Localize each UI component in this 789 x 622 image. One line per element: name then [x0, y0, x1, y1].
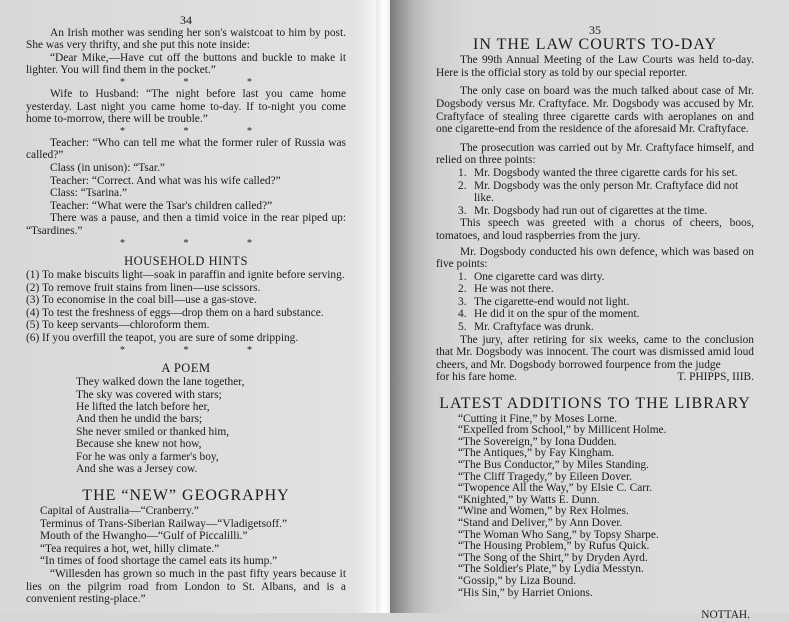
law-courts-title: IN THE LAW COURTS TO-DAY	[473, 35, 717, 53]
point-number: 4.	[458, 308, 467, 321]
poem-line: She never smiled or thanked him,	[76, 425, 230, 438]
geography-lines	[26, 505, 346, 568]
point-text: He was not there.	[474, 283, 554, 296]
defence-point	[458, 283, 754, 296]
library-item: “Knighted,” by Watts E. Dunn.	[458, 493, 600, 506]
point-text: Mr. Dogsbody had run out of cigarettes at the time.	[474, 204, 708, 217]
defence-points	[436, 271, 754, 334]
point-text: He did it on the spur of the moment.	[474, 308, 640, 321]
library-item: “Gossip,” by Liza Bound.	[458, 574, 576, 587]
separator: * * *	[120, 76, 280, 88]
library-signature: NOTTAH.	[701, 609, 750, 622]
library-title: LATEST ADDITIONS TO THE LIBRARY	[439, 395, 751, 413]
library-item: “Expelled from School,” by Millicent Holme.	[458, 424, 667, 437]
poem-line: They walked down the lane together,	[76, 376, 245, 389]
law-courts-intro: The 99th Annual Meeting of the Law Courts was held to-day. Here is the official story as told by our special reporter.	[436, 54, 754, 79]
point-number: 1.	[458, 166, 467, 179]
law-courts-defence: Mr. Dogsbody conducted his own defence, which was based on five points:	[436, 245, 754, 271]
hint-number: (4)	[26, 306, 40, 319]
household-hints-list	[26, 269, 346, 345]
poem-line: And then he undid the bars;	[76, 413, 203, 426]
library-item: “The Song of the Shirt,” by Dryden Ayrd.	[458, 551, 648, 564]
point-number: 1.	[458, 270, 467, 283]
poem-line: For he was only a farmer's boy,	[76, 450, 219, 463]
point-number: 3.	[458, 295, 467, 308]
law-courts-verdict: The jury, after retiring for six weeks, came to the conclusion that Mr. Dogsbody was innocent. The court was dismissed amid loud cheers, and Mr. Dogsbody borrowed fourpence from the judge	[436, 333, 754, 371]
hint-item	[26, 269, 346, 282]
poem-line: The sky was covered with stars;	[76, 388, 222, 401]
teacher-line: Class: “Tsarina.”	[50, 187, 128, 200]
library-item: “His Sin,” by Harriet Onions.	[458, 586, 593, 599]
verdict-last-text: for his fare home.	[436, 371, 517, 384]
page-number-left: 34	[180, 13, 192, 27]
poem-line: And she was a Jersey cow.	[76, 463, 198, 476]
teacher-line: Teacher: “Correct. And what was his wife called?”	[50, 174, 281, 187]
separator: * * *	[120, 237, 280, 249]
teacher-line: Teacher: “Who can tell me what the former ruler of Russia was called?”	[26, 136, 346, 162]
prosecution-point	[458, 167, 754, 180]
geography-line: “In times of food shortage the camel eats its hump.”	[40, 555, 278, 568]
library-item: “The Soldier's Plate,” by Lydia Messtyn.	[458, 563, 644, 576]
hint-text: To remove fruit stains from linen—use scissors.	[42, 281, 261, 294]
point-text: The cigarette-end would not light.	[474, 295, 630, 308]
hint-item	[26, 282, 346, 295]
library-item: “Wine and Women,” by Rex Holmes.	[458, 505, 629, 518]
geography-line: Terminus of Trans-Siberian Railway—“Vladigetsoff.”	[40, 517, 288, 530]
point-text: One cigarette card was dirty.	[474, 270, 605, 283]
hint-item	[26, 332, 346, 345]
teacher-line: Teacher: “What were the Tsar's children called?”	[50, 199, 273, 212]
hint-number: (5)	[26, 319, 40, 332]
law-courts-case: The only case on board was the much talked about case of Mr. Dogsbody versus Mr. Craftyface. Mr. Dogsbody was accused by Mr. Craftyface of stealing three cigarette cards with aeroplanes on and one cigarette-end from the residence of the aforesaid Mr. Craftyface.	[436, 85, 754, 136]
point-text: Mr. Dogsbody wanted the three cigarette cards for his set.	[474, 166, 738, 179]
right-page-content	[436, 24, 754, 622]
household-hints-title: HOUSEHOLD HINTS	[124, 253, 248, 268]
library-item: “The Antiques,” by Fay Kingham.	[458, 447, 615, 460]
law-courts-signature: T. PHIPPS, IIIB.	[677, 371, 754, 384]
willesden-paragraph: “Willesden has grown so much in the past fifty years because it lies on the pilgrim road from London to St. Albans, and is a convenient resting-place.”	[26, 568, 346, 606]
prosecution-point	[458, 180, 754, 205]
book-spine	[376, 0, 390, 613]
hint-item	[26, 294, 346, 307]
point-number: 2.	[458, 283, 467, 296]
library-item: “Cutting it Fine,” by Moses Lorne.	[458, 412, 618, 425]
library-item: “The Bus Conductor,” by Miles Standing.	[458, 459, 649, 471]
hint-number: (3)	[26, 294, 40, 307]
hint-text: To keep servants—chloroform them.	[42, 319, 210, 332]
point-number: 2.	[458, 179, 467, 192]
geography-line: Mouth of the Hwangho—“Gulf of Piccalilli.”	[40, 530, 248, 543]
library-item: “The Woman Who Sang,” by Topsy Sharpe.	[458, 528, 659, 541]
separator: * * *	[120, 125, 280, 137]
defence-point	[458, 321, 754, 334]
hint-text: To economise in the coal bill—use a gas-stove.	[42, 294, 257, 307]
library-item: “Twopence All the Way,” by Elsie C. Carr.	[458, 482, 653, 495]
verdict-last-line	[436, 371, 754, 384]
poem-title: A POEM	[161, 360, 211, 375]
point-text: Mr. Craftyface was drunk.	[474, 321, 594, 334]
hint-number: (2)	[26, 281, 40, 294]
defence-point	[458, 296, 754, 309]
hint-text: To make biscuits light—soak in paraffin and ignite before serving.	[42, 269, 345, 282]
irish-mother-paragraph: An Irish mother was sending her son's waistcoat to him by post. She was very thrifty, and she put this note inside:	[26, 26, 346, 52]
geography-line: “Tea requires a hot, wet, hilly climate.”	[40, 542, 220, 555]
library-list	[436, 414, 754, 600]
left-page-content	[26, 14, 346, 606]
point-number: 5.	[458, 321, 467, 334]
defence-point	[458, 308, 754, 321]
page-number-right: 35	[589, 23, 601, 37]
defence-point	[458, 271, 754, 284]
wife-husband-joke: Wife to Husband: “The night before last you came home yesterday. Last night you came home to-day. If to-night you come home to-morrow, there will be trouble.”	[26, 87, 346, 126]
hint-number: (1)	[26, 269, 40, 282]
teacher-line: There was a pause, and then a timid voice in the rear piped up: “Tsardines.”	[26, 212, 346, 237]
hint-item	[26, 319, 346, 332]
prosecution-points	[436, 167, 754, 217]
hint-item	[26, 307, 346, 320]
library-item: “The Sovereign,” by Iona Dudden.	[458, 435, 617, 448]
law-courts-reaction: This speech was greeted with a chorus of cheers, boos, tomatoes, and loud raspberries from the jury.	[436, 217, 754, 242]
hint-number: (6)	[26, 332, 40, 345]
geography-title: THE “NEW” GEOGRAPHY	[82, 486, 290, 504]
point-number: 3.	[458, 204, 467, 217]
dear-mike-note: “Dear Mike,—Have cut off the buttons and buckle to make it lighter. You will find them in the pocket.”	[26, 51, 346, 77]
library-item: “Stand and Deliver,” by Ann Dover.	[458, 516, 623, 529]
teacher-line: Class (in unison): “Tsar.”	[50, 161, 165, 174]
point-text: Mr. Dogsbody was the only person Mr. Craftyface did not like.	[474, 179, 739, 205]
prosecution-point	[458, 205, 754, 218]
law-courts-prosecution: The prosecution was carried out by Mr. Craftyface himself, and relied on three points:	[436, 141, 754, 167]
poem-line: He lifted the latch before her,	[76, 401, 210, 414]
geography-line: Capital of Australia—“Cranberry.”	[40, 505, 199, 518]
hint-text: If you overfill the teapot, you are sure of some dripping.	[42, 332, 299, 345]
poem-lines	[26, 376, 346, 475]
library-item: “The Housing Problem,” by Rufus Quick.	[458, 540, 650, 553]
poem-line: Because she knew not how,	[76, 438, 202, 451]
separator: * * *	[120, 344, 280, 356]
hint-text: To test the freshness of eggs—drop them on a hard substance.	[42, 306, 324, 319]
library-item: “The Cliff Tragedy,” by Eileen Dover.	[458, 470, 632, 483]
